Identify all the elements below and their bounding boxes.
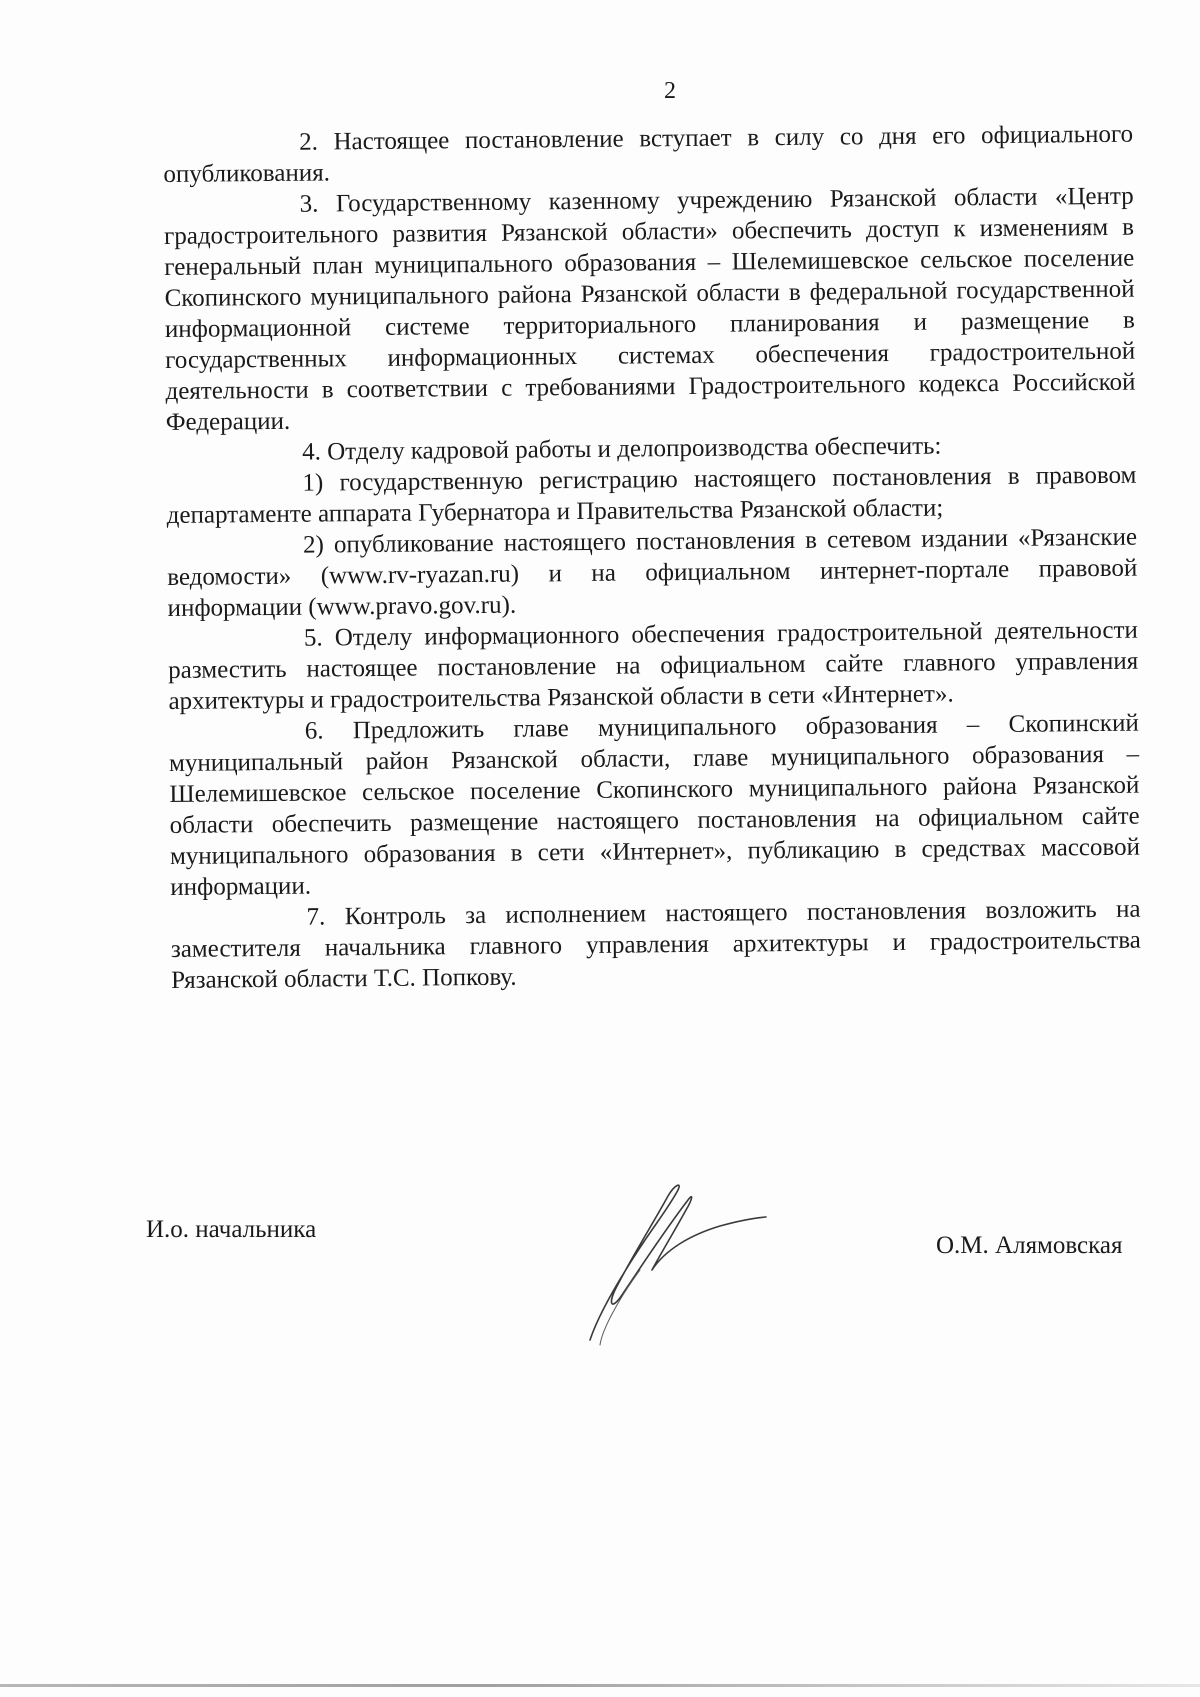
paragraph-text: Отделу информационного обеспечения градостроительной деятельности разместить настоящее постановление на официальном сайте главного управления архитектуры и градостроительства Рязанской области в сети «Интернет». — [168, 616, 1139, 715]
paragraph-text: Государственному казенному учреждению Рязанской области «Центр градостроительного развития Рязанской области» обеспечить доступ к изменениям в генеральный план муниципального образования – Шелемишевское сельское поселение Скопинского муниципального района Рязанской области в федеральной государственной информационной системе территориального планирования и размещение в государственных информационных системах обеспечения градостроительной деятельности в соответствии с требованиями Градостроительного кодекса Российской Федерации. — [163, 182, 1136, 436]
paragraph-5 — [168, 615, 1139, 717]
paragraph-text: Отделу кадровой работы и делопроизводства обеспечить: — [326, 432, 942, 466]
signatory-title: И.о. начальника — [146, 1216, 317, 1243]
paragraph-number: 2) — [302, 531, 324, 559]
subparagraph-2 — [167, 522, 1138, 624]
paragraph-2 — [163, 119, 1134, 190]
paragraph-7 — [170, 894, 1141, 996]
paragraph-number: 6. — [304, 717, 324, 745]
paragraph-number: 2. — [299, 128, 319, 156]
subparagraph-1 — [166, 460, 1137, 531]
paragraph-text: государственную регистрацию настоящего постановления в правовом департаменте аппарата Губернатора и Правительства Рязанской области; — [166, 461, 1137, 529]
scan-edge-line — [0, 1684, 1200, 1687]
paragraph-number: 7. — [306, 903, 326, 931]
handwritten-signature — [570, 1160, 770, 1350]
paragraph-3 — [164, 181, 1136, 438]
paragraph-text: Контроль за исполнением настоящего постановления возложить на заместителя начальника главного управления архитектуры и градостроительства Рязанской области Т.С. Попкову. — [170, 895, 1141, 994]
paragraph-text: опубликование настоящего постановления в сетевом издании «Рязанские ведомости» (www.rv-ryazan.ru) и на официальном интернет-портале правовой информации (www.pravo.gov.ru). — [167, 523, 1138, 622]
paragraph-text: Настоящее постановление вступает в силу со дня его официального опубликования. — [163, 120, 1134, 188]
paragraph-number: 3. — [299, 190, 319, 218]
signatory-name: О.М. Алямовская — [936, 1232, 1123, 1259]
paragraph-text: Предложить главе муниципального образования – Скопинский муниципальный район Рязанской области, главе муниципального образования – Шелемишевское сельское поселение Скопинского муниципального района Рязанской области обеспечить размещение настоящего постановления на официальном сайте муниципального образования в сети «Интернет», публикацию в средствах массовой информации. — [168, 709, 1141, 901]
paragraph-number: 4. — [301, 438, 321, 466]
paragraph-number: 5. — [303, 624, 323, 652]
document-body — [163, 119, 1141, 996]
page-number: 2 — [664, 78, 676, 104]
paragraph-6 — [169, 708, 1141, 903]
paragraph-number: 1) — [302, 469, 324, 497]
